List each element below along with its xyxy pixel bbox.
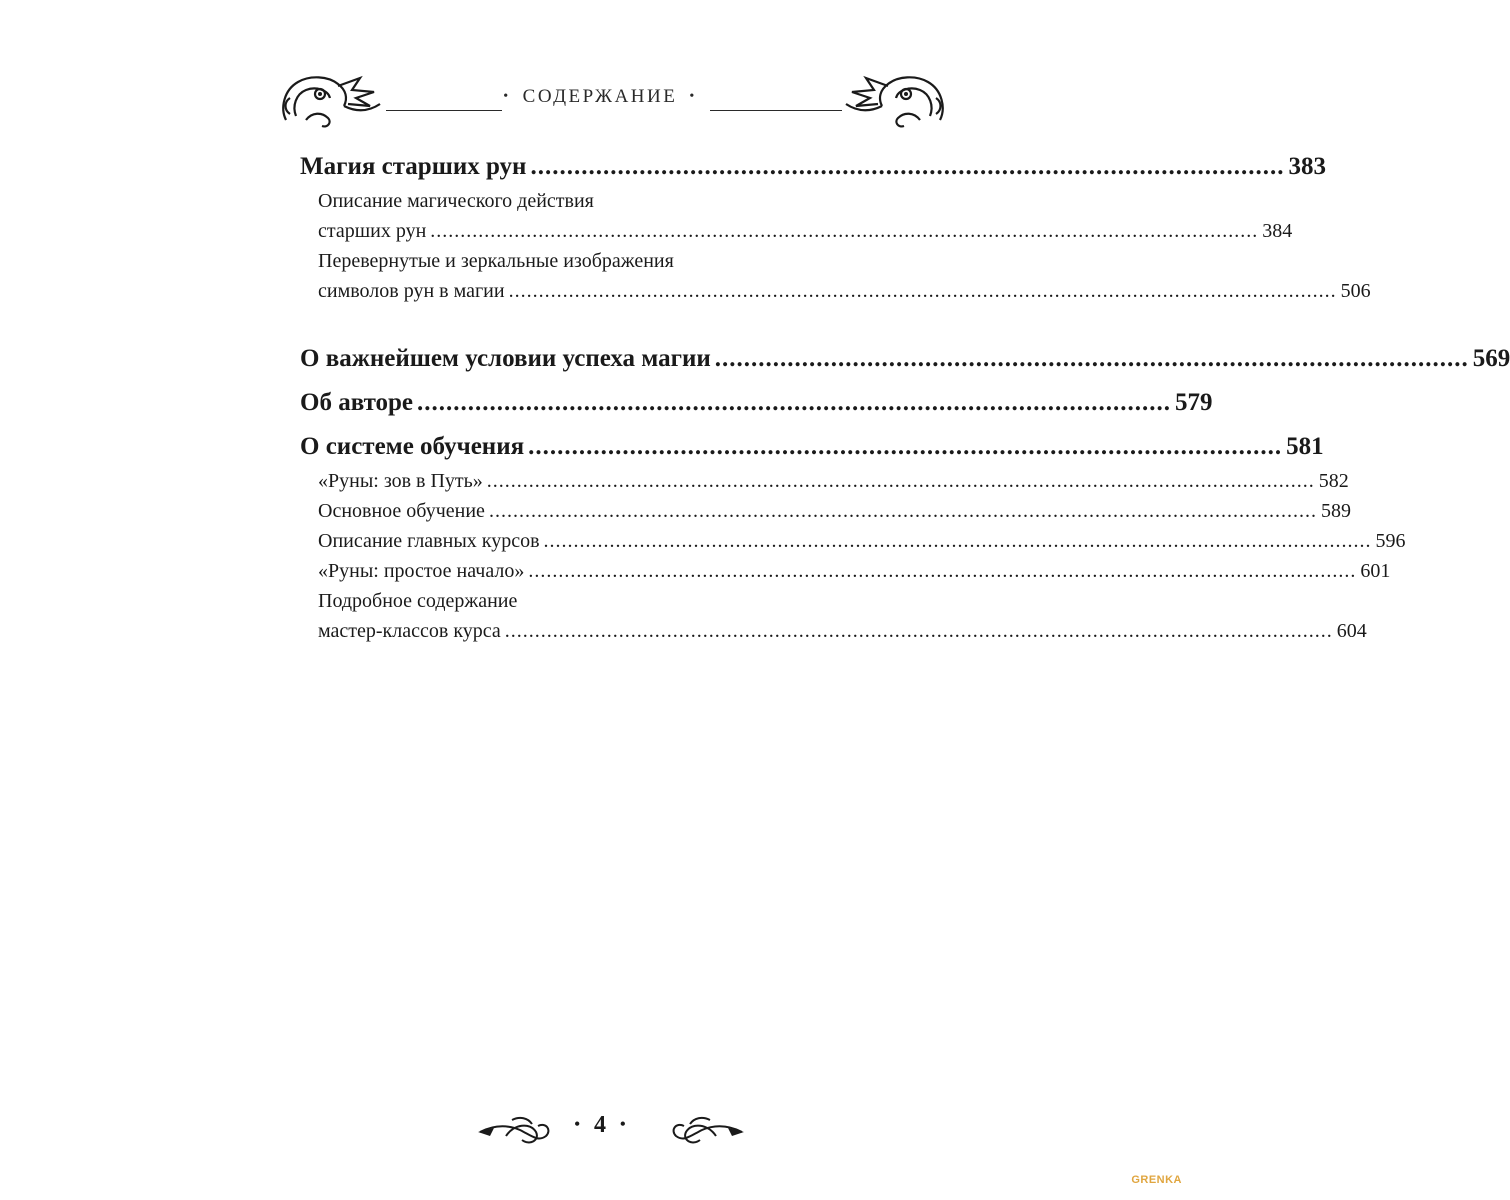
toc-entry-title-line1: Подробное содержание — [318, 590, 518, 612]
table-of-contents — [300, 148, 1510, 646]
header-rule-right — [710, 110, 842, 111]
watermark-logo: GRENKA — [1131, 1174, 1182, 1186]
toc-entry-title: Магия старших рун — [300, 153, 527, 180]
toc-entry-title: Описание главных курсов — [318, 530, 540, 552]
toc-entry-main-courses[interactable] — [300, 526, 1406, 556]
toc-entry-reversed-images[interactable] — [300, 246, 1371, 306]
toc-entry-magic-action-desc[interactable] — [300, 186, 1293, 246]
toc-entry-title: Об авторе — [300, 389, 414, 416]
dot-leader: .......................................................................................................................................... — [486, 470, 1315, 492]
toc-entry-title: «Руны: зов в Путь» — [318, 470, 483, 492]
dot-leader: .......................................................................................................................................... — [504, 620, 1333, 642]
dot-leader: ........................................................................................................ — [714, 345, 1469, 372]
dot-leader: .......................................................................................................................................... — [543, 530, 1372, 552]
toc-entry-title: символов рун в магии — [318, 280, 505, 302]
toc-entry-basic-learning[interactable] — [300, 496, 1351, 526]
toc-entry-about-author[interactable] — [300, 384, 1213, 422]
right-dragon-ornament-icon — [838, 68, 950, 130]
right-knot-ornament-icon — [666, 1112, 746, 1148]
header-rule-left — [386, 110, 502, 111]
toc-entry-title: О системе обучения — [300, 433, 525, 460]
header-title: • СОДЕРЖАНИЕ • — [503, 86, 697, 107]
toc-entry-title: «Руны: простое начало» — [318, 560, 525, 582]
dot-leader: .......................................................................................................................................... — [488, 500, 1317, 522]
toc-entry-title: Основное обучение — [318, 500, 485, 522]
toc-entry-magic-elder-runes[interactable] — [300, 148, 1326, 186]
toc-entry-page: 604 — [1336, 620, 1367, 642]
toc-entry-page: 581 — [1286, 433, 1324, 460]
toc-entry-title-line1: Описание магического действия — [318, 190, 594, 212]
dot-leader: .......................................................................................................................................... — [508, 280, 1337, 302]
toc-entry-runes-call[interactable] — [300, 466, 1349, 496]
toc-entry-page: 569 — [1472, 345, 1510, 372]
toc-entry-page: 506 — [1340, 280, 1371, 302]
dot-leader: .......................................................................................................................................... — [430, 220, 1259, 242]
toc-entry-main-condition[interactable] — [300, 340, 1510, 378]
page-footer — [0, 1112, 1200, 1152]
dot-leader: ........................................................................................................ — [530, 153, 1285, 180]
toc-entry-title: мастер-классов курса — [318, 620, 501, 642]
toc-entry-page: 589 — [1320, 500, 1351, 522]
toc-entry-title: старших рун — [318, 220, 427, 242]
toc-entry-title: О важнейшем условии успеха магии — [300, 345, 711, 372]
toc-entry-page: 579 — [1175, 389, 1213, 416]
toc-entry-page: 582 — [1318, 470, 1349, 492]
toc-entry-runes-simple[interactable] — [300, 556, 1391, 586]
toc-entry-masterclass-content[interactable] — [300, 586, 1367, 646]
dot-leader: ........................................................................................................ — [417, 389, 1172, 416]
dot-leader: ........................................................................................................ — [528, 433, 1283, 460]
toc-entry-learning-system[interactable] — [300, 428, 1324, 466]
toc-entry-page: 601 — [1360, 560, 1391, 582]
toc-entry-title-line1: Перевернутые и зеркальные изображения — [318, 250, 674, 272]
toc-entry-page: 384 — [1262, 220, 1293, 242]
toc-entry-page: 596 — [1375, 530, 1406, 552]
toc-entry-page: 383 — [1288, 153, 1326, 180]
dot-leader: .......................................................................................................................................... — [528, 560, 1357, 582]
page-number: • 4 • — [574, 1112, 626, 1138]
